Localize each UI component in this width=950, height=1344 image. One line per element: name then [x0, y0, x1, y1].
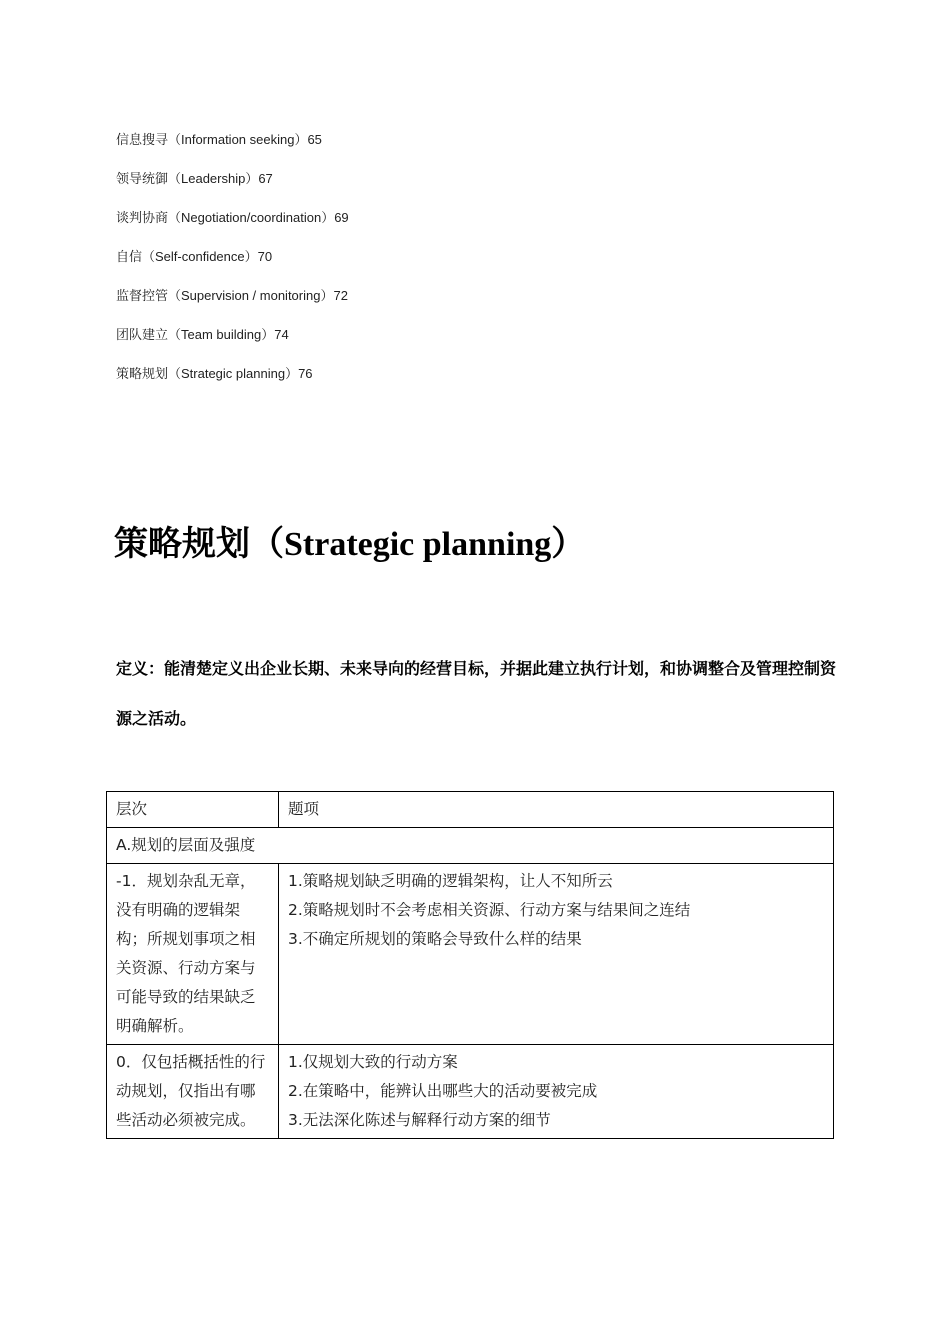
list-item: 3.不确定所规划的策略会导致什么样的结果 [288, 930, 582, 948]
item-list [279, 864, 834, 1045]
competency-table [106, 791, 834, 1139]
toc-item[interactable]: 谈判协商（Negotiation/coordination）69 [116, 210, 349, 225]
definition-paragraph: 定义：能清楚定义出企业长期、未来导向的经营目标，并据此建立执行计划，和协调整合及管理控制资源之活动。 [116, 661, 837, 728]
section-heading: 策略规划（Strategic planning） [114, 526, 586, 563]
level-description: -1．规划杂乱无章，没有明确的逻辑架构；所规划事项之相关资源、行动方案与可能导致的结果缺乏明确解析。 [107, 864, 279, 1045]
header-level: 层次 [107, 792, 279, 828]
toc-item[interactable]: 信息搜寻（Information seeking）65 [116, 132, 322, 147]
toc-item[interactable]: 监督控管（Supervision / monitoring）72 [116, 288, 348, 303]
header-items: 题项 [279, 792, 834, 828]
level-description: 0．仅包括概括性的行动规划，仅指出有哪些活动必须被完成。 [107, 1045, 279, 1139]
toc-item[interactable]: 自信（Self-confidence）70 [116, 249, 273, 264]
list-item: 1.策略规划缺乏明确的逻辑架构，让人不知所云 [288, 872, 613, 890]
list-item: 2.在策略中，能辨认出哪些大的活动要被完成 [288, 1082, 598, 1100]
toc-item[interactable]: 团队建立（Team building）74 [116, 327, 289, 342]
list-item: 1.仅规划大致的行动方案 [288, 1053, 458, 1071]
table-row [107, 1045, 834, 1139]
item-list [279, 1045, 834, 1139]
table-of-contents [116, 130, 349, 403]
list-item: 2.策略规划时不会考虑相关资源、行动方案与结果间之连结 [288, 901, 691, 919]
section-label: A.规划的层面及强度 [107, 828, 834, 864]
toc-item[interactable]: 领导统御（Leadership）67 [116, 171, 273, 186]
table-section-row [107, 828, 834, 864]
table-header-row [107, 792, 834, 828]
list-item: 3.无法深化陈述与解释行动方案的细节 [288, 1111, 551, 1129]
table-row [107, 864, 834, 1045]
toc-item[interactable]: 策略规划（Strategic planning）76 [116, 366, 313, 381]
